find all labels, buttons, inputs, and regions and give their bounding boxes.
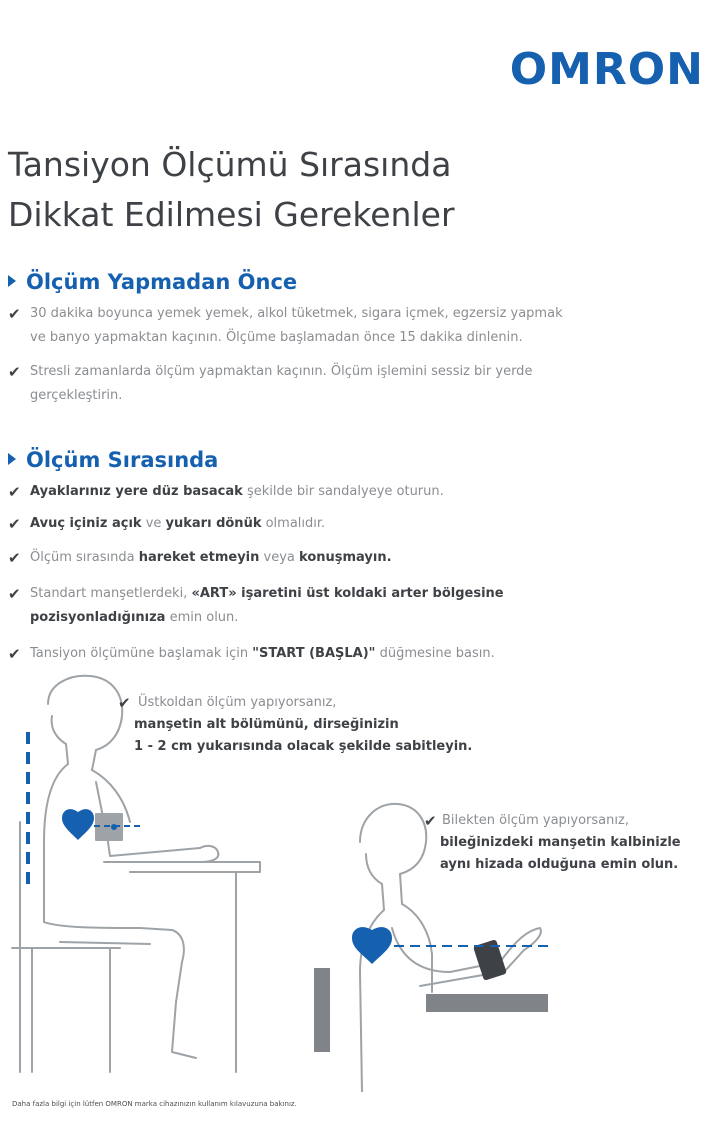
item-text: olmalıdır. — [261, 516, 326, 531]
item-text: 30 dakika boyunca yemek yemek, alkol tüketmek, sigara içmek, egzersiz yapmak — [30, 306, 563, 321]
item-bold: pozisyonladığınıza — [30, 610, 166, 625]
item-text: emin olun. — [165, 610, 239, 625]
list-item — [8, 480, 708, 504]
section-during-heading — [8, 446, 708, 474]
item-text: şekilde bir sandalyeye oturun. — [242, 484, 444, 499]
item-text: gerçekleştirin. — [30, 388, 123, 403]
list-item — [8, 582, 708, 630]
item-bold: "START (BAŞLA)" — [252, 646, 376, 661]
item-bold: «ART» işaretini üst koldaki arter bölgesine — [191, 586, 504, 601]
list-item — [8, 642, 708, 666]
note-bold: bileğinizdeki manşetin kalbinizle — [440, 835, 681, 850]
item-bold: konuşmayın. — [299, 550, 392, 565]
item-bold: hareket etmeyin — [138, 550, 260, 565]
list-item — [8, 512, 708, 536]
check-icon: ✔ — [8, 483, 21, 501]
note-lead: Bilekten ölçüm yapıyorsanız, — [442, 813, 629, 828]
item-bold: yukarı dönük — [165, 516, 262, 531]
title-line-1: Tansiyon Ölçümü Sırasında — [8, 145, 452, 184]
check-icon: ✔ — [8, 585, 21, 603]
page-title — [8, 140, 708, 240]
wrist-table — [426, 994, 548, 1012]
item-text: veya — [259, 550, 300, 565]
wrist-note — [424, 810, 724, 876]
check-icon: ✔ — [8, 645, 21, 663]
section-before-heading-text: Ölçüm Yapmadan Önce — [26, 270, 298, 294]
footer-note: Daha fazla bilgi için lütfen OMRON marka cihazınızın kullanım kılavuzuna bakınız. — [12, 1100, 297, 1108]
item-text: Ölçüm sırasında — [30, 550, 139, 565]
omron-logo: OMRON — [509, 44, 704, 95]
check-icon: ✔ — [118, 694, 131, 712]
section-during-heading-text: Ölçüm Sırasında — [26, 448, 219, 472]
item-text: Stresli zamanlarda ölçüm yapmaktan kaçının. Ölçüm işlemini sessiz bir yerde — [30, 364, 533, 379]
arrow-bullet-icon — [8, 453, 16, 465]
list-item — [8, 360, 708, 408]
item-text: düğmesine basın. — [375, 646, 495, 661]
item-text: ve banyo yapmaktan kaçının. Ölçüme başlamadan önce 15 dakika dinlenin. — [30, 330, 523, 345]
check-icon: ✔ — [8, 549, 21, 567]
section-before-heading — [8, 268, 708, 296]
title-line-2: Dikkat Edilmesi Gerekenler — [8, 195, 455, 234]
item-bold: Ayaklarınız yere düz basacak — [30, 484, 243, 499]
check-icon: ✔ — [8, 363, 21, 381]
check-icon: ✔ — [8, 515, 21, 533]
heart-icon — [62, 809, 94, 840]
item-text: Standart manşetlerdeki, — [30, 586, 192, 601]
list-item — [8, 302, 708, 350]
upper-arm-note — [118, 692, 538, 758]
note-lead: Üstkoldan ölçüm yapıyorsanız, — [138, 695, 337, 710]
note-bold: 1 - 2 cm yukarısında olacak şekilde sabitleyin. — [134, 739, 473, 754]
check-icon: ✔ — [8, 305, 21, 323]
arrow-bullet-icon — [8, 275, 16, 287]
item-text: Tansiyon ölçümüne başlamak için — [30, 646, 253, 661]
note-bold: manşetin alt bölümünü, dirseğinizin — [134, 717, 399, 732]
check-icon: ✔ — [424, 812, 437, 830]
item-text: ve — [141, 516, 166, 531]
note-bold: aynı hizada olduğuna emin olun. — [440, 857, 679, 872]
list-item — [8, 546, 708, 570]
wrist-chair-back — [314, 968, 330, 1052]
heart-icon — [352, 927, 392, 964]
item-bold: Avuç içiniz açık — [30, 516, 142, 531]
